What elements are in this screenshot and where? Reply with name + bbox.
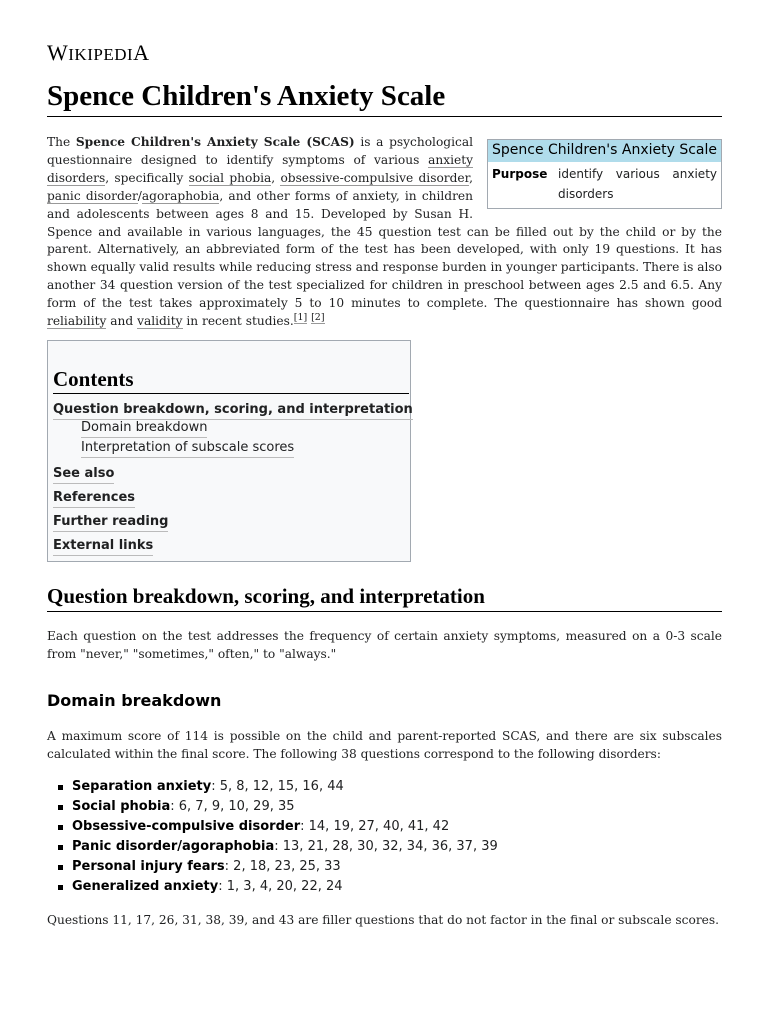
list-item <box>47 777 722 797</box>
bullet-icon <box>58 865 63 870</box>
link-reliability[interactable]: reliability <box>47 314 107 329</box>
list-item <box>47 857 722 877</box>
page-title: Spence Children's Anxiety Scale <box>47 78 722 117</box>
link-validity[interactable]: validity <box>137 314 183 329</box>
bullet-icon <box>58 845 63 850</box>
toc-item-domain-breakdown[interactable]: Domain breakdown <box>81 419 207 438</box>
intro-text: , <box>469 170 473 185</box>
infobox-value: identify various anxiety disorders <box>558 167 717 201</box>
bullet-icon <box>58 805 63 810</box>
link-social-phobia[interactable]: social phobia <box>188 170 272 185</box>
wikipedia-wordmark[interactable] <box>47 40 150 66</box>
intro-text: / <box>137 188 142 203</box>
intro-paragraph <box>47 134 722 331</box>
wordmark-initial: W <box>47 40 69 65</box>
domain-list <box>47 777 722 897</box>
link-agoraphobia[interactable]: agoraphobia <box>141 188 220 203</box>
list-item <box>47 837 722 857</box>
infobox-title: Spence Children's Anxiety Scale <box>488 140 721 162</box>
intro-text: , <box>271 170 281 185</box>
filler-paragraph: Questions 11, 17, 26, 31, 38, 39, and 43 are filler questions that do not factor in the final or subscale scores. <box>47 913 719 927</box>
infobox <box>487 139 722 209</box>
domain-name: Generalized anxiety <box>72 879 219 894</box>
domain-questions: : 1, 3, 4, 20, 22, 24 <box>218 879 343 894</box>
intro-text: in recent studies. <box>182 314 294 329</box>
intro-text: , specifically <box>105 170 189 185</box>
link-panic-disorder[interactable]: panic disorder <box>47 188 138 203</box>
domain-questions: : 5, 8, 12, 15, 16, 44 <box>211 779 344 794</box>
toc-item-question-breakdown[interactable]: Question breakdown, scoring, and interpretation <box>53 401 413 420</box>
list-item <box>47 797 722 817</box>
infobox-row-purpose <box>488 162 721 208</box>
domain-name: Social phobia <box>72 799 171 814</box>
table-of-contents <box>47 340 411 562</box>
toc-item-external-links[interactable]: External links <box>53 537 153 556</box>
domain-questions: : 6, 7, 9, 10, 29, 35 <box>170 799 295 814</box>
link-anxiety-disorders[interactable]: anxiety disorders <box>47 152 473 185</box>
bullet-icon <box>58 825 63 830</box>
intro-text: , and other forms of anxiety, in children and adolescents between ages 8 and 15. Developed by Susan H. Spence and available in various languages, the 45 question test can be filled out by the child or by the parent. Alternatively, an abbreviated form of the test has been developed, with only 19 questions. It has shown equally valid results while reducing stress and response burden in younger participants. There is also another 34 question version of the test specialized for children in preschool between ages 2.5 and 6.5. Any form of the test takes approximately 5 to 10 minutes to complete. The questionnaire has shown good <box>47 188 722 311</box>
toc-item-see-also[interactable]: See also <box>53 465 114 484</box>
domain-questions: : 13, 21, 28, 30, 32, 34, 36, 37, 39 <box>274 839 498 854</box>
section-heading-question-breakdown: Question breakdown, scoring, and interpretation <box>47 582 722 612</box>
domain-name: Separation anxiety <box>72 779 212 794</box>
list-item <box>47 817 722 837</box>
domain-name: Obsessive-compulsive disorder <box>72 819 301 834</box>
domain-questions: : 14, 19, 27, 40, 41, 42 <box>300 819 450 834</box>
frequency-paragraph: Each question on the test addresses the frequency of certain anxiety symptoms, measured on a 0-3 scale from "never," "sometimes," often," to "always." <box>47 629 722 661</box>
wordmark-middle: IKIPEDI <box>68 45 134 64</box>
intro-text: is a psychological questionnaire designed to identify symptoms of various <box>47 135 473 167</box>
reference-link-1[interactable]: [1] <box>293 312 308 323</box>
bullet-icon <box>58 785 63 790</box>
toc-item-references[interactable]: References <box>53 489 135 508</box>
toc-item-interpretation[interactable]: Interpretation of subscale scores <box>81 439 294 458</box>
link-ocd[interactable]: obsessive-compulsive disorder <box>280 170 470 185</box>
wordmark-final: A <box>133 40 150 65</box>
intro-text: The <box>47 135 76 149</box>
domain-paragraph: A maximum score of 114 is possible on the child and parent-reported SCAS, and there are six subscales calculated within the final score. The following 38 questions correspond to the following disorders: <box>47 729 722 761</box>
list-item <box>47 877 722 897</box>
domain-questions: : 2, 18, 23, 25, 33 <box>224 859 341 874</box>
reference-link-2[interactable]: [2] <box>311 312 325 323</box>
domain-name: Personal injury fears <box>72 859 225 874</box>
domain-name: Panic disorder/agoraphobia <box>72 839 275 854</box>
toc-title: Contents <box>53 365 409 394</box>
infobox-label: Purpose <box>492 167 548 181</box>
intro-text: and <box>106 314 138 329</box>
bullet-icon <box>58 885 63 890</box>
intro-bold-term: Spence Children's Anxiety Scale (SCAS) <box>75 135 355 149</box>
toc-item-further-reading[interactable]: Further reading <box>53 513 168 532</box>
subsection-heading-domain-breakdown: Domain breakdown <box>47 691 222 710</box>
